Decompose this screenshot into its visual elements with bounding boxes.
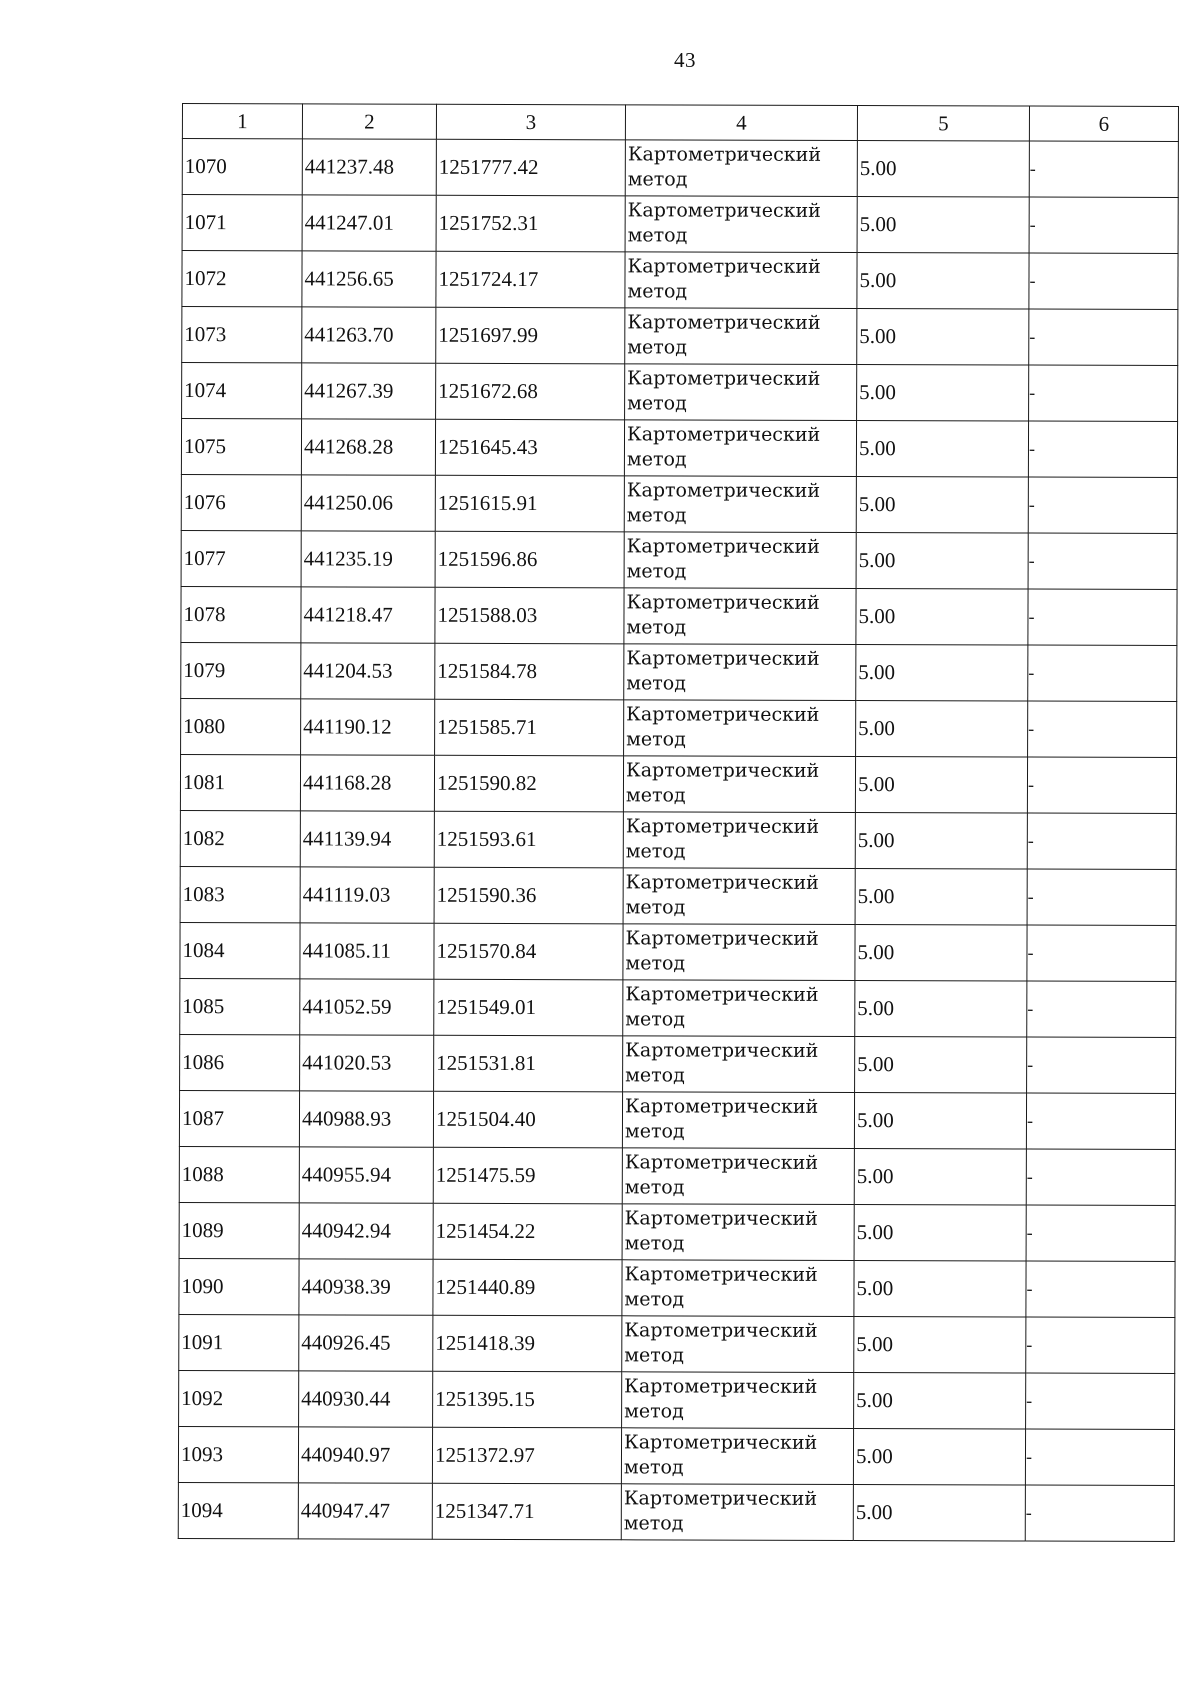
y-coordinate-cell: 1251372.97 (432, 1427, 621, 1484)
method-line2: метод (627, 280, 688, 303)
accuracy-cell: 5.00 (854, 1148, 1026, 1205)
method-line1: Картометрический (626, 479, 821, 502)
method-line1: Картометрический (623, 1431, 818, 1454)
point-id-cell: 1087 (179, 1090, 299, 1146)
point-id-cell: 1080 (181, 698, 301, 754)
note-cell: - (1025, 1429, 1174, 1485)
method-line1: Картометрический (626, 535, 820, 558)
method-line1: Картометрический (626, 591, 820, 614)
point-id-cell: 1073 (182, 307, 302, 363)
column-header-4: 4 (625, 105, 857, 141)
x-coordinate-cell: 441250.06 (301, 475, 435, 531)
accuracy-cell: 5.00 (855, 757, 1027, 814)
method-line2: метод (625, 1008, 685, 1031)
table-row (180, 922, 1176, 981)
method-line1: Картометрический (627, 199, 821, 222)
method-cell (624, 644, 856, 701)
x-coordinate-cell: 441268.28 (301, 419, 435, 475)
method-cell (625, 140, 857, 197)
table-row (180, 1034, 1176, 1093)
y-coordinate-cell: 1251645.43 (435, 419, 624, 476)
accuracy-cell: 5.00 (855, 1037, 1027, 1094)
accuracy-cell: 5.00 (854, 1316, 1026, 1373)
y-coordinate-cell: 1251531.81 (434, 1035, 623, 1092)
table-row (181, 698, 1177, 757)
table-row (182, 251, 1178, 310)
method-line1: Картометрический (625, 815, 820, 838)
accuracy-cell: 5.00 (856, 589, 1028, 646)
method-cell (624, 420, 856, 477)
point-id-cell: 1072 (182, 251, 302, 307)
method-line1: Картометрический (627, 311, 821, 334)
method-line2: метод (625, 896, 686, 919)
table-row (180, 754, 1176, 813)
method-line1: Картометрический (625, 759, 820, 782)
point-id-cell: 1077 (181, 530, 301, 586)
note-cell: - (1027, 1037, 1176, 1093)
method-line1: Картометрический (625, 983, 819, 1006)
method-cell (624, 532, 856, 589)
method-cell (625, 308, 857, 365)
accuracy-cell: 5.00 (857, 309, 1029, 366)
x-coordinate-cell: 441085.11 (300, 923, 434, 979)
method-cell (622, 1148, 854, 1205)
method-line2: метод (624, 1176, 685, 1199)
table-row (179, 1370, 1175, 1429)
y-coordinate-cell: 1251395.15 (433, 1371, 622, 1428)
method-cell (624, 476, 856, 533)
column-header-2: 2 (302, 104, 436, 139)
table-row (182, 195, 1178, 254)
note-cell: - (1028, 421, 1177, 477)
x-coordinate-cell: 441168.28 (300, 755, 434, 811)
method-line2: метод (624, 1344, 684, 1367)
method-line2: метод (626, 560, 687, 583)
note-cell: - (1028, 645, 1177, 701)
column-header-3: 3 (436, 104, 625, 140)
y-coordinate-cell: 1251347.71 (432, 1483, 621, 1540)
method-line2: метод (627, 392, 687, 415)
method-line2: метод (625, 840, 686, 863)
note-cell: - (1027, 757, 1176, 813)
note-cell: - (1029, 141, 1178, 197)
method-line1: Картометрический (626, 647, 820, 670)
point-id-cell: 1076 (181, 474, 301, 530)
column-header-1: 1 (182, 104, 302, 139)
method-cell (622, 1204, 854, 1261)
method-cell (623, 980, 855, 1037)
method-line2: метод (623, 1512, 684, 1535)
point-id-cell: 1085 (180, 978, 300, 1034)
point-id-cell: 1089 (179, 1202, 299, 1258)
y-coordinate-cell: 1251585.71 (435, 699, 624, 756)
x-coordinate-cell: 440940.97 (298, 1427, 432, 1483)
method-line2: метод (625, 952, 686, 975)
x-coordinate-cell: 441235.19 (301, 531, 435, 587)
method-cell (621, 1428, 853, 1485)
note-cell: - (1028, 533, 1177, 589)
method-line1: Картометрический (624, 1319, 818, 1342)
point-id-cell: 1094 (178, 1482, 298, 1538)
note-cell: - (1028, 477, 1177, 533)
x-coordinate-cell: 440955.94 (299, 1147, 433, 1203)
note-cell: - (1027, 813, 1176, 869)
point-id-cell: 1081 (180, 754, 300, 810)
y-coordinate-cell: 1251440.89 (433, 1259, 622, 1316)
method-line1: Картометрический (624, 1095, 819, 1118)
accuracy-cell: 5.00 (853, 1484, 1025, 1541)
y-coordinate-cell: 1251615.91 (435, 475, 624, 532)
method-line1: Картометрический (625, 871, 819, 894)
note-cell: - (1029, 365, 1178, 421)
table-row (180, 866, 1176, 925)
y-coordinate-cell: 1251697.99 (436, 307, 625, 364)
note-cell: - (1028, 589, 1177, 645)
x-coordinate-cell: 441247.01 (302, 195, 436, 251)
note-cell: - (1026, 1205, 1175, 1261)
table-row (179, 1090, 1175, 1149)
method-line2: метод (624, 1232, 685, 1255)
accuracy-cell: 5.00 (855, 981, 1027, 1038)
note-cell: - (1029, 309, 1178, 365)
point-id-cell: 1071 (182, 195, 302, 251)
method-cell (621, 1484, 853, 1541)
point-id-cell: 1074 (182, 363, 302, 419)
x-coordinate-cell: 440947.47 (298, 1483, 432, 1539)
column-header-6: 6 (1029, 106, 1178, 141)
method-line2: метод (626, 504, 687, 527)
point-id-cell: 1093 (178, 1426, 298, 1482)
method-line2: метод (624, 1400, 684, 1423)
method-line1: Картометрический (626, 423, 821, 446)
table-row (181, 642, 1177, 701)
accuracy-cell: 5.00 (856, 477, 1028, 534)
note-cell: - (1026, 1317, 1175, 1373)
method-cell (625, 364, 857, 421)
point-id-cell: 1091 (179, 1314, 299, 1370)
x-coordinate-cell: 441020.53 (300, 1035, 434, 1091)
table-row (178, 1482, 1174, 1541)
note-cell: - (1027, 869, 1176, 925)
accuracy-cell: 5.00 (854, 1372, 1026, 1429)
method-cell (625, 196, 857, 253)
method-line1: Картометрический (627, 143, 822, 166)
note-cell: - (1026, 1093, 1175, 1149)
point-id-cell: 1070 (182, 139, 302, 195)
y-coordinate-cell: 1251584.78 (435, 643, 624, 700)
method-line1: Картометрический (627, 367, 821, 390)
method-line2: метод (626, 728, 686, 751)
method-cell (623, 868, 855, 925)
method-line2: метод (623, 1456, 684, 1479)
method-line1: Картометрический (627, 255, 821, 278)
method-line2: метод (627, 168, 688, 191)
method-line1: Картометрический (624, 1207, 818, 1230)
header-row (182, 104, 1178, 142)
accuracy-cell: 5.00 (853, 1428, 1025, 1485)
table-row (181, 419, 1177, 478)
method-cell (623, 924, 855, 981)
y-coordinate-cell: 1251504.40 (433, 1091, 622, 1148)
y-coordinate-cell: 1251752.31 (436, 195, 625, 252)
note-cell: - (1027, 981, 1176, 1037)
accuracy-cell: 5.00 (857, 197, 1029, 254)
method-cell (622, 1260, 854, 1317)
y-coordinate-cell: 1251475.59 (433, 1147, 622, 1204)
x-coordinate-cell: 441139.94 (300, 811, 434, 867)
accuracy-cell: 5.00 (856, 701, 1028, 758)
method-cell (623, 756, 855, 813)
table-row (182, 307, 1178, 366)
method-line2: метод (625, 784, 686, 807)
method-cell (623, 812, 855, 869)
y-coordinate-cell: 1251454.22 (433, 1203, 622, 1260)
x-coordinate-cell: 440930.44 (299, 1371, 433, 1427)
method-line1: Картометрический (625, 1039, 819, 1062)
x-coordinate-cell: 441263.70 (302, 307, 436, 363)
point-id-cell: 1078 (181, 586, 301, 642)
y-coordinate-cell: 1251549.01 (434, 979, 623, 1036)
note-cell: - (1027, 925, 1176, 981)
note-cell: - (1026, 1149, 1175, 1205)
x-coordinate-cell: 440926.45 (299, 1315, 433, 1371)
point-id-cell: 1083 (180, 866, 300, 922)
accuracy-cell: 5.00 (856, 533, 1028, 590)
accuracy-cell: 5.00 (856, 645, 1028, 702)
note-cell: - (1026, 1373, 1175, 1429)
table-row (179, 1258, 1175, 1317)
accuracy-cell: 5.00 (855, 813, 1027, 870)
x-coordinate-cell: 440988.93 (299, 1091, 433, 1147)
table-row (181, 530, 1177, 589)
x-coordinate-cell: 441256.65 (302, 251, 436, 307)
y-coordinate-cell: 1251418.39 (433, 1315, 622, 1372)
accuracy-cell: 5.00 (856, 421, 1028, 478)
note-cell: - (1029, 197, 1178, 253)
x-coordinate-cell: 441204.53 (301, 643, 435, 699)
method-line2: метод (627, 336, 687, 359)
y-coordinate-cell: 1251593.61 (434, 811, 623, 868)
method-cell (622, 1316, 854, 1373)
method-cell (623, 1036, 855, 1093)
x-coordinate-cell: 441267.39 (302, 363, 436, 419)
method-line1: Картометрический (626, 703, 820, 726)
table-row (180, 810, 1176, 869)
column-header-5: 5 (857, 106, 1029, 142)
method-line1: Картометрический (623, 1487, 818, 1510)
y-coordinate-cell: 1251672.68 (436, 363, 625, 420)
point-id-cell: 1082 (180, 810, 300, 866)
method-line1: Картометрический (624, 1151, 819, 1174)
accuracy-cell: 5.00 (854, 1092, 1026, 1149)
method-cell (624, 588, 856, 645)
point-id-cell: 1088 (179, 1146, 299, 1202)
accuracy-cell: 5.00 (857, 365, 1029, 422)
method-line1: Картометрический (625, 927, 819, 950)
y-coordinate-cell: 1251777.42 (436, 139, 625, 196)
method-cell (624, 700, 856, 757)
point-id-cell: 1090 (179, 1258, 299, 1314)
y-coordinate-cell: 1251724.17 (436, 251, 625, 308)
method-line2: метод (626, 448, 687, 471)
method-line2: метод (624, 1120, 685, 1143)
x-coordinate-cell: 441218.47 (301, 587, 435, 643)
table-row (180, 978, 1176, 1037)
x-coordinate-cell: 440938.39 (299, 1259, 433, 1315)
accuracy-cell: 5.00 (854, 1260, 1026, 1317)
x-coordinate-cell: 441052.59 (300, 979, 434, 1035)
point-id-cell: 1079 (181, 642, 301, 698)
y-coordinate-cell: 1251588.03 (435, 587, 624, 644)
point-id-cell: 1084 (180, 922, 300, 978)
x-coordinate-cell: 441237.48 (302, 139, 436, 195)
table-header (182, 104, 1178, 142)
point-id-cell: 1086 (180, 1034, 300, 1090)
table-row (181, 586, 1177, 645)
accuracy-cell: 5.00 (855, 925, 1027, 982)
accuracy-cell: 5.00 (857, 141, 1029, 198)
method-line1: Картометрический (624, 1263, 818, 1286)
method-line2: метод (626, 616, 687, 639)
y-coordinate-cell: 1251596.86 (435, 531, 624, 588)
table-row (181, 474, 1177, 533)
point-id-cell: 1075 (181, 419, 301, 475)
y-coordinate-cell: 1251590.36 (434, 867, 623, 924)
coordinates-table (178, 103, 1179, 1542)
method-line2: метод (626, 672, 686, 695)
method-cell (622, 1092, 854, 1149)
method-cell (625, 252, 857, 309)
page-number: 43 (674, 48, 696, 72)
method-line2: метод (627, 224, 688, 247)
note-cell: - (1025, 1485, 1174, 1541)
x-coordinate-cell: 441119.03 (300, 867, 434, 923)
table-row (179, 1314, 1175, 1373)
accuracy-cell: 5.00 (857, 253, 1029, 310)
table-row (182, 363, 1178, 422)
y-coordinate-cell: 1251570.84 (434, 923, 623, 980)
note-cell: - (1029, 253, 1178, 309)
y-coordinate-cell: 1251590.82 (434, 755, 623, 812)
point-id-cell: 1092 (179, 1370, 299, 1426)
table-row (179, 1146, 1175, 1205)
method-line1: Картометрический (624, 1375, 818, 1398)
table-row (182, 139, 1178, 198)
note-cell: - (1028, 701, 1177, 757)
table-row (179, 1202, 1175, 1261)
table-row (178, 1426, 1174, 1485)
x-coordinate-cell: 441190.12 (301, 699, 435, 755)
method-cell (622, 1372, 854, 1429)
accuracy-cell: 5.00 (854, 1204, 1026, 1261)
accuracy-cell: 5.00 (855, 869, 1027, 926)
x-coordinate-cell: 440942.94 (299, 1203, 433, 1259)
method-line2: метод (625, 1064, 685, 1087)
note-cell: - (1026, 1261, 1175, 1317)
method-line2: метод (624, 1288, 685, 1311)
table-body (178, 139, 1178, 1542)
